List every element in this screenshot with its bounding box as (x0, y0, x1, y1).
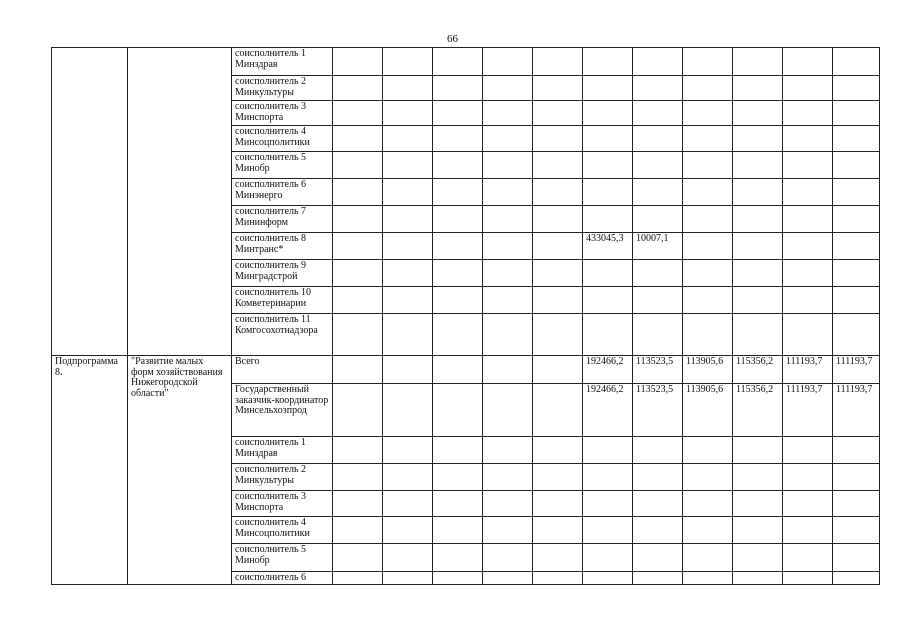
value-cell (583, 76, 633, 101)
value-cell: 115356,2 (733, 384, 783, 437)
value-cell (633, 464, 683, 491)
value-cell (583, 464, 633, 491)
subprogram-name-cell (128, 48, 232, 356)
value-cell (733, 126, 783, 152)
value-cell: 10007,1 (633, 233, 683, 260)
value-cell (683, 572, 733, 585)
value-cell (533, 76, 583, 101)
value-cell (583, 101, 633, 126)
value-cell (433, 464, 483, 491)
value-cell (683, 314, 733, 356)
value-cell (383, 179, 433, 206)
value-cell (433, 314, 483, 356)
value-cell (583, 491, 633, 517)
executor-cell: соисполнитель 11 Комгосохотнадзора (232, 314, 333, 356)
value-cell (433, 544, 483, 572)
value-cell (333, 491, 383, 517)
value-cell (583, 126, 633, 152)
value-cell (683, 48, 733, 76)
executor-cell: соисполнитель 9 Минградстрой (232, 260, 333, 287)
value-cell (683, 179, 733, 206)
value-cell (683, 76, 733, 101)
value-cell (633, 544, 683, 572)
value-cell (833, 572, 880, 585)
value-cell (483, 48, 533, 76)
value-cell (833, 314, 880, 356)
value-cell (533, 233, 583, 260)
value-cell (483, 356, 533, 384)
value-cell (483, 101, 533, 126)
value-cell (733, 287, 783, 314)
value-cell (583, 206, 633, 233)
value-cell (733, 314, 783, 356)
value-cell (433, 491, 483, 517)
executor-cell: соисполнитель 3 Минспорта (232, 101, 333, 126)
value-cell (533, 260, 583, 287)
value-cell (733, 179, 783, 206)
value-cell (733, 517, 783, 544)
executor-cell: Государственный заказчик-координатор Минсельхозпрод (232, 384, 333, 437)
value-cell (383, 48, 433, 76)
value-cell: 115356,2 (733, 356, 783, 384)
value-cell (383, 206, 433, 233)
value-cell: 192466,2 (583, 384, 633, 437)
executor-cell: соисполнитель 4 Минсоцполитики (232, 517, 333, 544)
value-cell (833, 101, 880, 126)
executor-cell: соисполнитель 6 Минэнерго (232, 179, 333, 206)
value-cell (833, 48, 880, 76)
value-cell (783, 206, 833, 233)
value-cell (333, 314, 383, 356)
subprogram-cell: Подпрограмма 8. (52, 356, 128, 585)
value-cell (583, 314, 633, 356)
value-cell (533, 491, 583, 517)
value-cell (633, 76, 683, 101)
value-cell (733, 233, 783, 260)
value-cell (333, 384, 383, 437)
value-cell (483, 152, 533, 179)
value-cell (833, 464, 880, 491)
value-cell (733, 48, 783, 76)
value-cell (383, 126, 433, 152)
value-cell (833, 152, 880, 179)
value-cell (533, 179, 583, 206)
value-cell (783, 314, 833, 356)
value-cell (583, 437, 633, 464)
value-cell (333, 126, 383, 152)
value-cell (583, 152, 633, 179)
value-cell (783, 464, 833, 491)
value-cell (433, 179, 483, 206)
value-cell (783, 287, 833, 314)
value-cell (733, 572, 783, 585)
value-cell (683, 517, 733, 544)
value-cell (833, 491, 880, 517)
value-cell (683, 464, 733, 491)
executor-cell: соисполнитель 5 Минобр (232, 544, 333, 572)
value-cell (433, 233, 483, 260)
executor-cell: соисполнитель 2 Минкультуры (232, 464, 333, 491)
value-cell (433, 356, 483, 384)
value-cell (683, 152, 733, 179)
value-cell (433, 152, 483, 179)
value-cell (833, 76, 880, 101)
value-cell (583, 260, 633, 287)
value-cell (583, 544, 633, 572)
value-cell (733, 260, 783, 287)
value-cell (433, 206, 483, 233)
value-cell (483, 179, 533, 206)
value-cell (433, 126, 483, 152)
value-cell (533, 48, 583, 76)
value-cell (533, 314, 583, 356)
value-cell (483, 491, 533, 517)
value-cell (383, 152, 433, 179)
value-cell (783, 517, 833, 544)
value-cell (333, 101, 383, 126)
value-cell: 113523,5 (633, 384, 683, 437)
value-cell (383, 384, 433, 437)
value-cell (683, 437, 733, 464)
value-cell (783, 152, 833, 179)
value-cell (633, 152, 683, 179)
value-cell (533, 384, 583, 437)
value-cell (483, 206, 533, 233)
value-cell (733, 464, 783, 491)
value-cell (333, 233, 383, 260)
value-cell (433, 101, 483, 126)
value-cell (783, 101, 833, 126)
executor-cell: соисполнитель 8 Минтранс* (232, 233, 333, 260)
value-cell (683, 544, 733, 572)
value-cell (833, 544, 880, 572)
executor-cell: соисполнитель 6 (232, 572, 333, 585)
value-cell (833, 517, 880, 544)
value-cell (683, 206, 733, 233)
value-cell (833, 260, 880, 287)
value-cell (333, 179, 383, 206)
value-cell (633, 572, 683, 585)
value-cell (583, 179, 633, 206)
value-cell (333, 260, 383, 287)
value-cell (783, 544, 833, 572)
value-cell (483, 287, 533, 314)
value-cell: 433045,3 (583, 233, 633, 260)
executor-cell: Всего (232, 356, 333, 384)
value-cell (833, 287, 880, 314)
value-cell (633, 206, 683, 233)
value-cell (633, 48, 683, 76)
value-cell (483, 464, 533, 491)
value-cell (583, 517, 633, 544)
value-cell (583, 572, 633, 585)
value-cell (433, 517, 483, 544)
value-cell (433, 260, 483, 287)
value-cell (833, 233, 880, 260)
value-cell (733, 544, 783, 572)
value-cell (783, 48, 833, 76)
value-cell (633, 517, 683, 544)
value-cell (733, 437, 783, 464)
value-cell (633, 101, 683, 126)
value-cell (733, 76, 783, 101)
value-cell (633, 260, 683, 287)
value-cell (333, 48, 383, 76)
value-cell (383, 572, 433, 585)
value-cell (633, 287, 683, 314)
value-cell: 113523,5 (633, 356, 683, 384)
executor-cell: соисполнитель 10 Комветеринарии (232, 287, 333, 314)
table-row (52, 48, 880, 76)
value-cell (483, 517, 533, 544)
value-cell (783, 260, 833, 287)
value-cell (583, 287, 633, 314)
value-cell (683, 126, 733, 152)
value-cell (533, 437, 583, 464)
executor-cell: соисполнитель 1 Минздрав (232, 48, 333, 76)
value-cell (483, 437, 533, 464)
value-cell (833, 126, 880, 152)
value-cell (333, 76, 383, 101)
budget-table (51, 47, 880, 585)
value-cell (783, 76, 833, 101)
value-cell (433, 48, 483, 76)
value-cell (383, 356, 433, 384)
value-cell (533, 287, 583, 314)
value-cell (383, 544, 433, 572)
value-cell (533, 464, 583, 491)
value-cell (533, 152, 583, 179)
value-cell (833, 437, 880, 464)
executor-cell: соисполнитель 7 Мининформ (232, 206, 333, 233)
value-cell (783, 179, 833, 206)
value-cell (333, 572, 383, 585)
value-cell (833, 179, 880, 206)
value-cell (583, 48, 633, 76)
value-cell (433, 287, 483, 314)
value-cell (333, 356, 383, 384)
value-cell (483, 260, 533, 287)
value-cell (483, 126, 533, 152)
value-cell (383, 517, 433, 544)
value-cell (533, 544, 583, 572)
value-cell (433, 384, 483, 437)
value-cell (383, 233, 433, 260)
value-cell (833, 206, 880, 233)
subprogram-cell (52, 48, 128, 356)
value-cell (783, 437, 833, 464)
value-cell (383, 260, 433, 287)
value-cell (783, 233, 833, 260)
value-cell (333, 152, 383, 179)
value-cell (333, 517, 383, 544)
value-cell: 111193,7 (833, 356, 880, 384)
value-cell (333, 464, 383, 491)
value-cell (333, 437, 383, 464)
value-cell: 111193,7 (783, 356, 833, 384)
value-cell (383, 314, 433, 356)
value-cell (533, 126, 583, 152)
executor-cell: соисполнитель 1 Минздрав (232, 437, 333, 464)
value-cell (533, 206, 583, 233)
value-cell (733, 206, 783, 233)
value-cell (683, 233, 733, 260)
value-cell (783, 491, 833, 517)
value-cell (383, 76, 433, 101)
value-cell (333, 287, 383, 314)
value-cell (433, 572, 483, 585)
value-cell (683, 101, 733, 126)
value-cell (533, 101, 583, 126)
value-cell (483, 233, 533, 260)
table-row (52, 356, 880, 384)
value-cell (483, 76, 533, 101)
value-cell (483, 572, 533, 585)
value-cell: 192466,2 (583, 356, 633, 384)
value-cell (783, 572, 833, 585)
executor-cell: соисполнитель 3 Минспорта (232, 491, 333, 517)
executor-cell: соисполнитель 4 Минсоцполитики (232, 126, 333, 152)
value-cell (633, 437, 683, 464)
value-cell (683, 491, 733, 517)
value-cell: 111193,7 (833, 384, 880, 437)
value-cell (733, 491, 783, 517)
value-cell: 113905,6 (683, 384, 733, 437)
value-cell (533, 572, 583, 585)
value-cell: 113905,6 (683, 356, 733, 384)
value-cell (483, 544, 533, 572)
value-cell (633, 179, 683, 206)
value-cell (483, 384, 533, 437)
value-cell (733, 152, 783, 179)
value-cell (333, 206, 383, 233)
value-cell (383, 491, 433, 517)
value-cell: 111193,7 (783, 384, 833, 437)
value-cell (633, 491, 683, 517)
subprogram-name-cell: "Развитие малых форм хозяйствования Нижегородской области" (128, 356, 232, 585)
value-cell (433, 76, 483, 101)
value-cell (633, 126, 683, 152)
value-cell (683, 260, 733, 287)
value-cell (433, 437, 483, 464)
value-cell (333, 544, 383, 572)
value-cell (733, 101, 783, 126)
value-cell (483, 314, 533, 356)
value-cell (633, 314, 683, 356)
value-cell (683, 287, 733, 314)
value-cell (533, 517, 583, 544)
executor-cell: соисполнитель 2 Минкультуры (232, 76, 333, 101)
value-cell (383, 464, 433, 491)
value-cell (383, 437, 433, 464)
value-cell (533, 356, 583, 384)
executor-cell: соисполнитель 5 Минобр (232, 152, 333, 179)
value-cell (383, 287, 433, 314)
value-cell (383, 101, 433, 126)
page-number: 66 (447, 33, 458, 45)
value-cell (783, 126, 833, 152)
